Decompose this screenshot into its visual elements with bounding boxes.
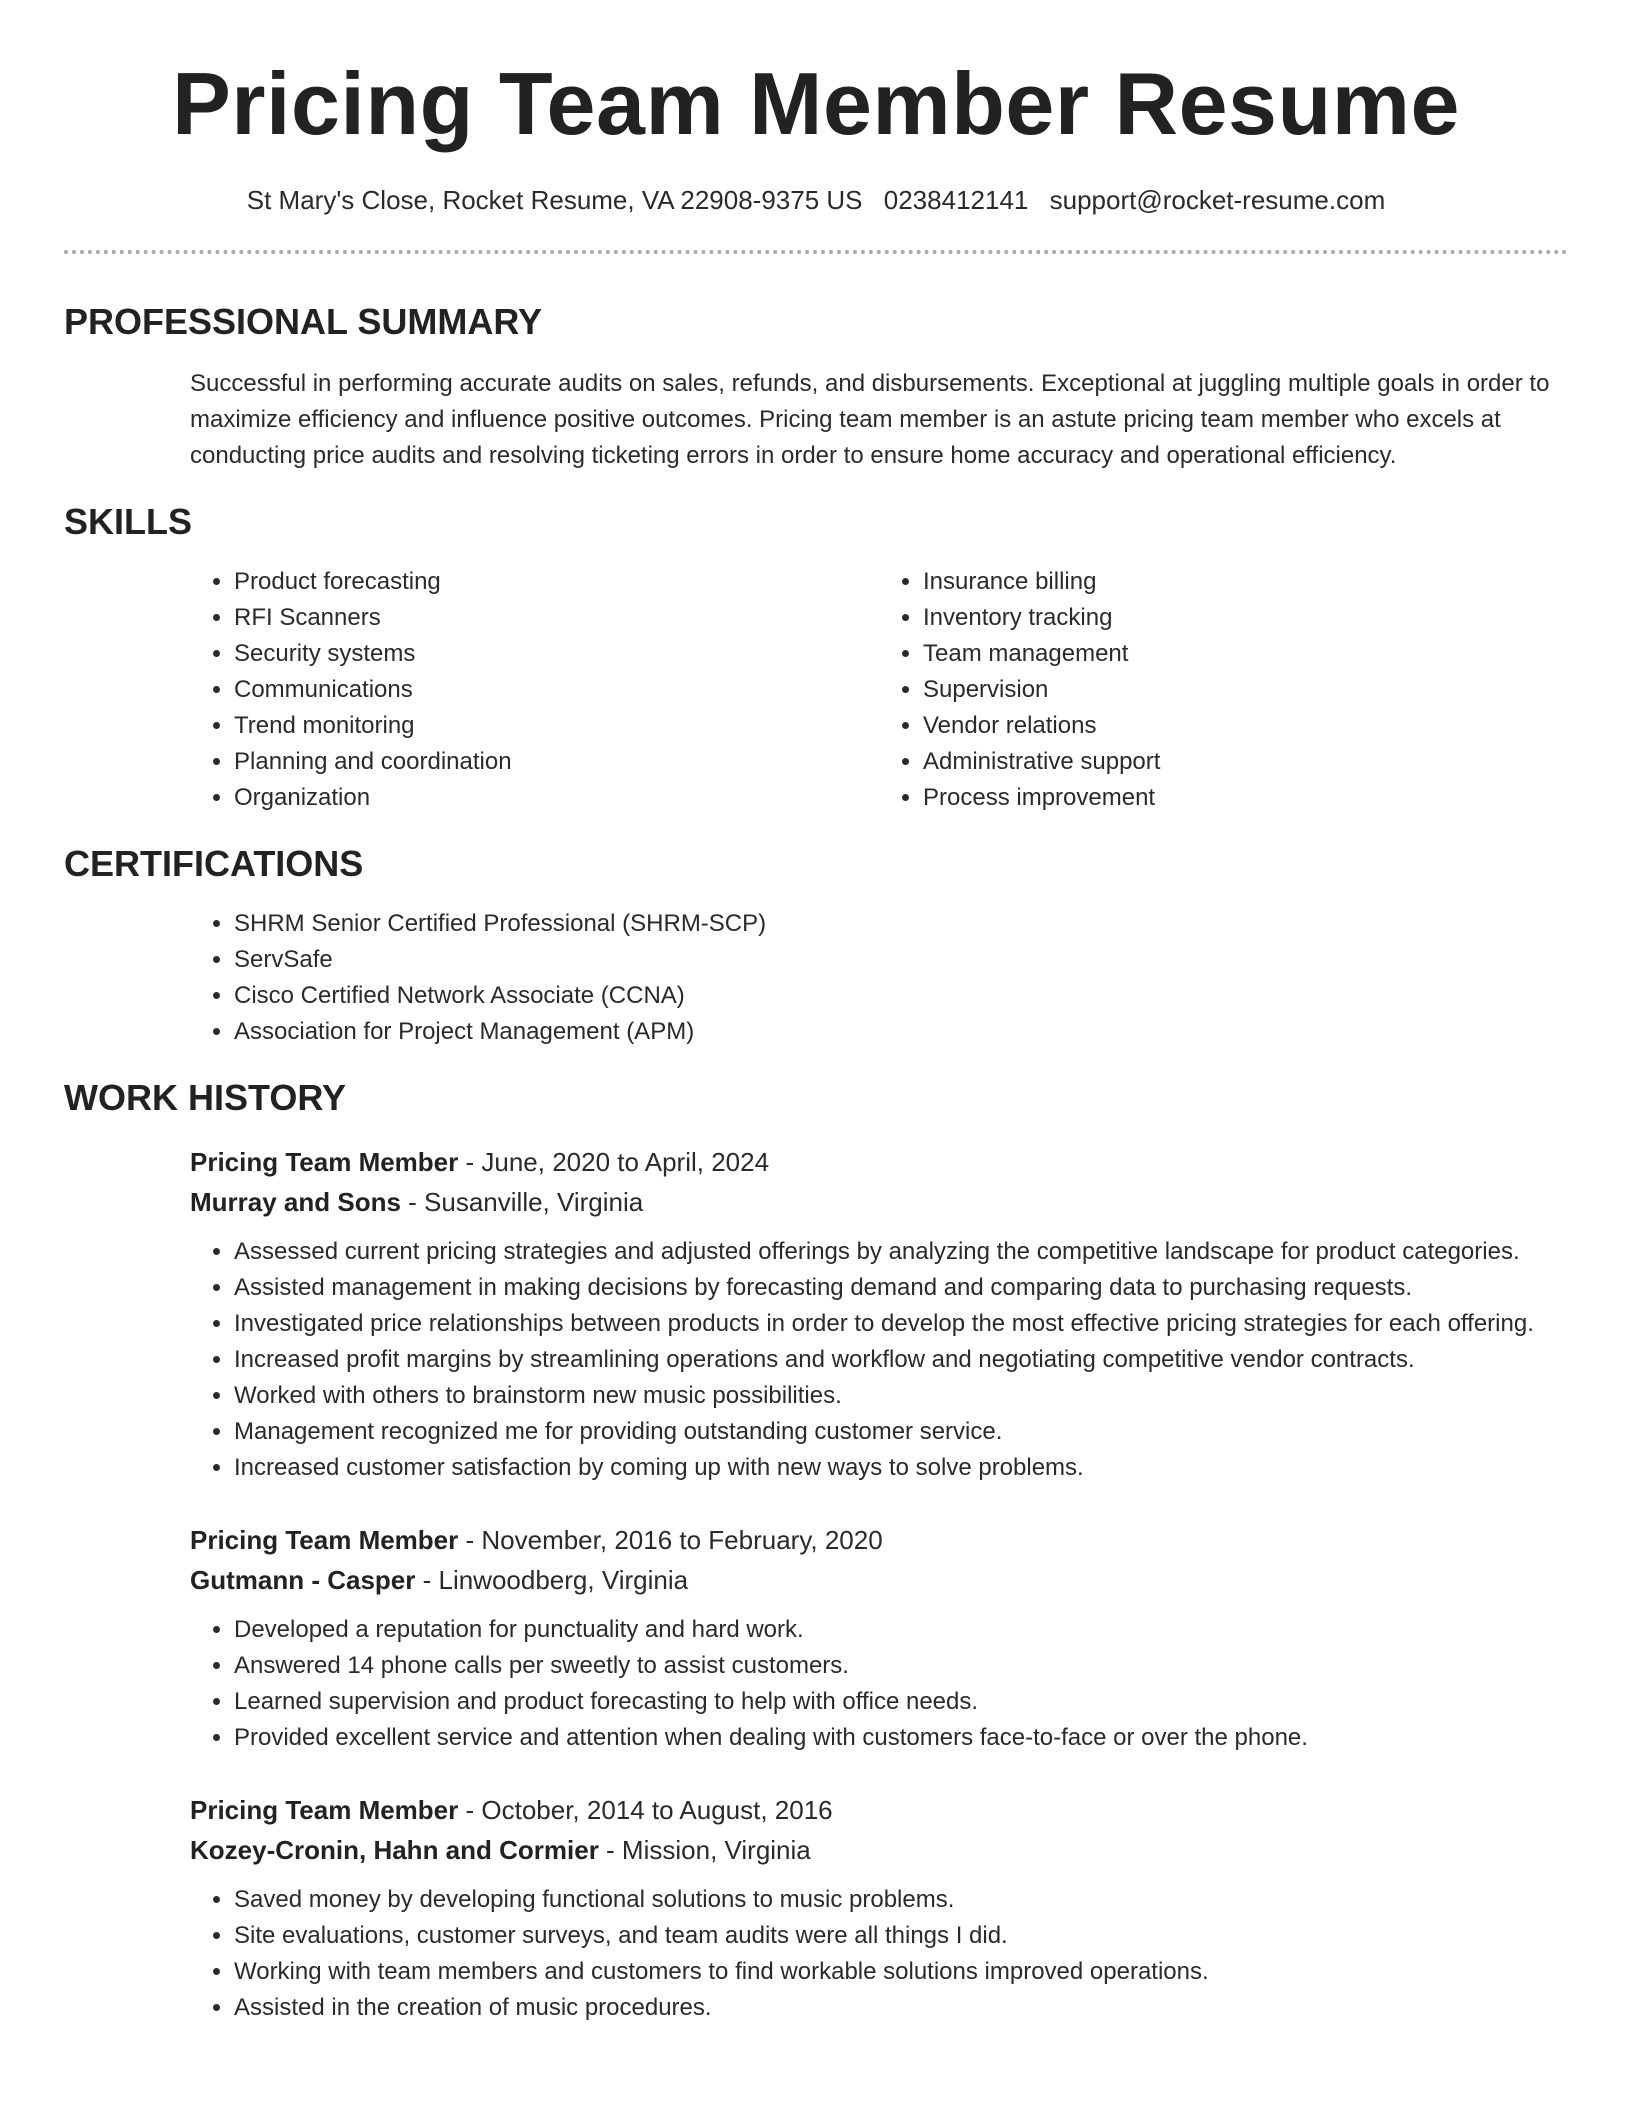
certification-item: • SHRM Senior Certified Professional (SHRM-SCP) <box>234 906 1568 942</box>
job-entry <box>190 1790 1568 2026</box>
job-title-line <box>190 1790 1568 1830</box>
job-location: - Susanville, Virginia <box>400 1187 644 1217</box>
skills-heading: SKILLS <box>64 501 193 542</box>
resume-title: Pricing Team Member Resume <box>172 54 1460 153</box>
job-bullet: • Investigated price relationships between products in order to develop the most effective pricing strategies for each offering. <box>234 1306 1568 1342</box>
header-divider <box>64 250 1568 254</box>
job-location: - Linwoodberg, Virginia <box>415 1565 689 1595</box>
skill-item: • Communications <box>234 672 879 708</box>
job-company-line <box>190 1182 1568 1222</box>
job-bullet: • Site evaluations, customer surveys, and team audits were all things I did. <box>234 1918 1568 1954</box>
certifications-heading: CERTIFICATIONS <box>64 843 364 884</box>
skill-item: • Supervision <box>923 672 1568 708</box>
skill-item: • Insurance billing <box>923 564 1568 600</box>
skill-item: • Team management <box>923 636 1568 672</box>
job-title: Pricing Team Member <box>190 1795 459 1825</box>
certification-item: • Cisco Certified Network Associate (CCNA) <box>234 978 1568 1014</box>
job-company: Gutmann - Casper <box>190 1565 416 1595</box>
job-bullets <box>190 1612 1568 1756</box>
certification-item: • Association for Project Management (APM) <box>234 1014 1568 1050</box>
job-bullet: • Increased customer satisfaction by coming up with new ways to solve problems. <box>234 1450 1568 1486</box>
skill-item: • Organization <box>234 780 879 816</box>
skills-list-right <box>879 564 1568 816</box>
certification-item: • ServSafe <box>234 942 1568 978</box>
job-bullets <box>190 1234 1568 1486</box>
job-bullet: • Management recognized me for providing outstanding customer service. <box>234 1414 1568 1450</box>
skill-item: • Trend monitoring <box>234 708 879 744</box>
contact-address: St Mary's Close, Rocket Resume, VA 22908-9375 US <box>246 185 863 215</box>
job-dates: - October, 2014 to August, 2016 <box>458 1795 833 1825</box>
skill-item: • Process improvement <box>923 780 1568 816</box>
job-title-line <box>190 1142 1568 1182</box>
skill-item: • Product forecasting <box>234 564 879 600</box>
job-bullet: • Assessed current pricing strategies and adjusted offerings by analyzing the competitive landscape for product categories. <box>234 1234 1568 1270</box>
job-bullet: • Saved money by developing functional solutions to music problems. <box>234 1882 1568 1918</box>
skill-item: • Inventory tracking <box>923 600 1568 636</box>
job-bullet: • Answered 14 phone calls per sweetly to assist customers. <box>234 1648 1568 1684</box>
job-bullet: • Provided excellent service and attention when dealing with customers face-to-face or over the phone. <box>234 1720 1568 1756</box>
job-bullet: • Increased profit margins by streamlining operations and workflow and negotiating competitive vendor contracts. <box>234 1342 1568 1378</box>
job-company-line <box>190 1830 1568 1870</box>
skill-item: • RFI Scanners <box>234 600 879 636</box>
contact-email: support@rocket-resume.com <box>1049 185 1386 215</box>
contact-phone: 0238412141 <box>883 185 1029 215</box>
summary-heading: PROFESSIONAL SUMMARY <box>64 301 543 342</box>
skill-item: • Planning and coordination <box>234 744 879 780</box>
job-dates: - June, 2020 to April, 2024 <box>458 1147 770 1177</box>
certifications-list <box>190 906 1568 1050</box>
skills-list-left <box>190 564 879 816</box>
job-bullet: • Worked with others to brainstorm new music possibilities. <box>234 1378 1568 1414</box>
job-title: Pricing Team Member <box>190 1525 459 1555</box>
job-company: Kozey-Cronin, Hahn and Cormier <box>190 1835 599 1865</box>
skill-item: • Vendor relations <box>923 708 1568 744</box>
job-location: - Mission, Virginia <box>598 1835 811 1865</box>
job-dates: - November, 2016 to February, 2020 <box>458 1525 883 1555</box>
job-bullet: • Assisted management in making decisions by forecasting demand and comparing data to purchasing requests. <box>234 1270 1568 1306</box>
summary-text: Successful in performing accurate audits on sales, refunds, and disbursements. Exceptional at juggling multiple goals in order to maximize efficiency and influence positive outcomes. Pricing team member is an astute pricing team member who excels at conducting price audits and resolving ticketing errors in order to ensure home accuracy and operational efficiency. <box>190 370 1550 469</box>
job-company-line <box>190 1560 1568 1600</box>
skills-grid <box>190 564 1568 816</box>
skill-item: • Security systems <box>234 636 879 672</box>
job-bullet: • Developed a reputation for punctuality and hard work. <box>234 1612 1568 1648</box>
job-entry <box>190 1142 1568 1486</box>
job-bullet: • Working with team members and customers to find workable solutions improved operations. <box>234 1954 1568 1990</box>
job-title-line <box>190 1520 1568 1560</box>
job-title: Pricing Team Member <box>190 1147 459 1177</box>
work-history-heading: WORK HISTORY <box>64 1077 347 1118</box>
job-bullet: • Assisted in the creation of music procedures. <box>234 1990 1568 2026</box>
job-bullets <box>190 1882 1568 2026</box>
skill-item: • Administrative support <box>923 744 1568 780</box>
job-bullet: • Learned supervision and product forecasting to help with office needs. <box>234 1684 1568 1720</box>
contact-line <box>64 182 1568 218</box>
job-entry <box>190 1520 1568 1756</box>
job-company: Murray and Sons <box>190 1187 401 1217</box>
